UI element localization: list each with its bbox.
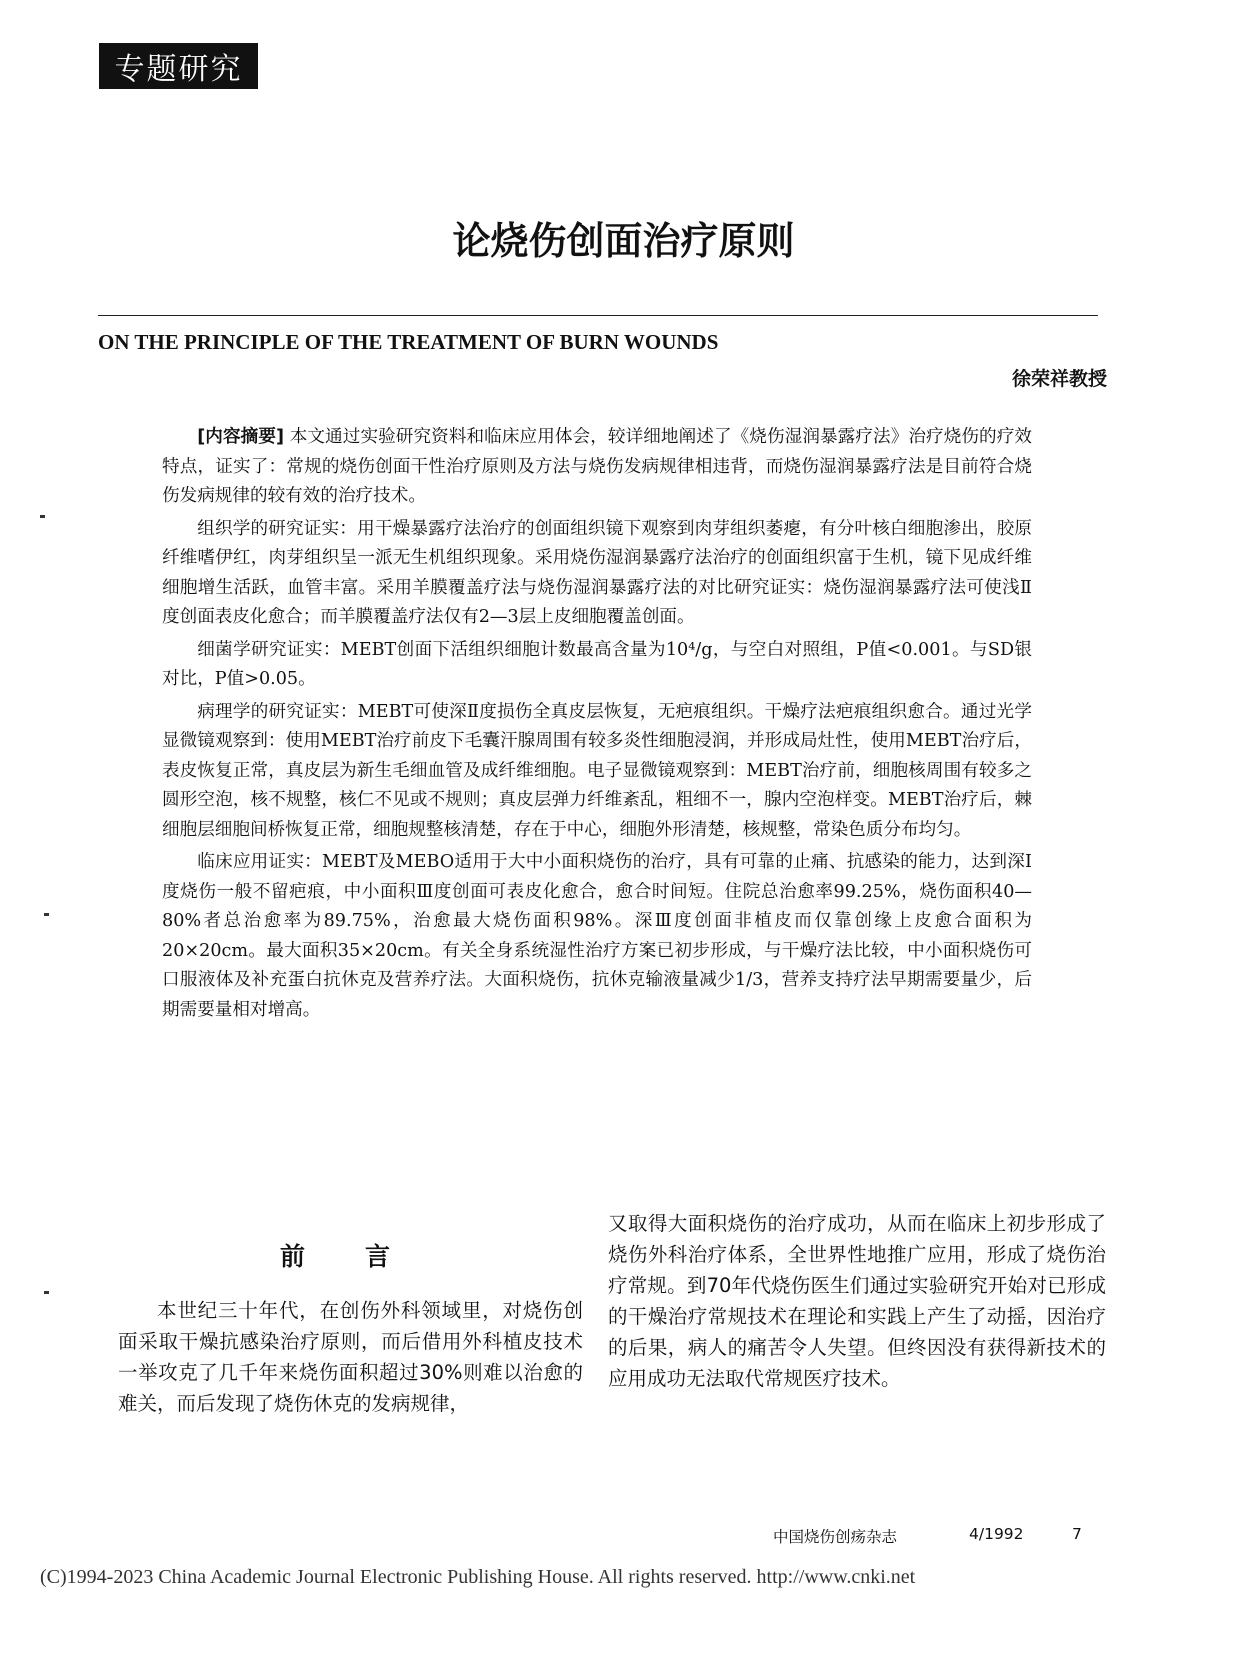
abstract-label: [内容摘要] <box>197 427 285 447</box>
footer-page-number: 7 <box>1072 1525 1082 1543</box>
abstract-intro <box>162 423 1032 512</box>
abstract-paragraph: 组织学的研究证实：用干燥暴露疗法治疗的创面组织镜下观察到肉芽组织萎瘪，有分叶核白细胞渗出，胶原纤维嗜伊红，肉芽组织呈一派无生机组织现象。采用烧伤湿润暴露疗法治疗的创面组织富于生机，镜下见成纤维细胞增生活跃，血管丰富。采用羊膜覆盖疗法与烧伤湿润暴露疗法的对比研究证实：烧伤湿润暴露疗法可使浅Ⅱ度创面表皮化愈合；而羊膜覆盖疗法仅有2—3层上皮细胞覆盖创面。 <box>162 518 1032 627</box>
author: 徐荣祥教授 <box>1011 368 1107 390</box>
scan-mark <box>44 913 49 916</box>
abstract-paragraph: 细菌学研究证实：MEBT创面下活组织细胞计数最高含量为10⁴/g，与空白对照组，P值<0.001。与SD银对比，P值>0.05。 <box>162 639 1032 689</box>
preface-heading: 前言 <box>280 1242 451 1271</box>
abstract-paragraph: 病理学的研究证实：MEBT可使深Ⅱ度损伤全真皮层恢复，无疤痕组织。干燥疗法疤痕组织愈合。通过光学显微镜观察到：使用MEBT治疗前皮下毛囊汗腺周围有较多炎性细胞浸润，并形成局灶性，使用MEBT治疗后，表皮恢复正常，真皮层为新生毛细血管及成纤维细胞。电子显微镜观察到：MEBT治疗前，细胞核周围有较多之圆形空泡，核不规整，核仁不见或不规则；真皮层弹力纤维紊乱，粗细不一，腺内空泡样变。MEBT治疗后，棘细胞层细胞间桥恢复正常，细胞规整核清楚，存在于中心，细胞外形清楚，核规整，常染色质分布均匀。 <box>162 701 1032 840</box>
abstract <box>162 423 1032 1025</box>
scan-mark <box>44 1291 49 1294</box>
english-title: ON THE PRINCIPLE OF THE TREATMENT OF BURN WOUNDS <box>98 330 719 354</box>
article-title: 论烧伤创面治疗原则 <box>452 219 795 263</box>
left-column <box>118 1295 583 1419</box>
footer-issue: 4/1992 <box>969 1525 1024 1543</box>
abstract-paragraph: 临床应用证实：MEBT及MEBO适用于大中小面积烧伤的治疗，具有可靠的止痛、抗感染的能力，达到深Ⅰ度烧伤一般不留疤痕，中小面积Ⅲ度创面可表皮化愈合，愈合时间短。住院总治愈率99.25%，烧伤面积40—80%者总治愈率为89.75%，治愈最大烧伤面积98%。深Ⅲ度创面非植皮而仅靠创缘上皮愈合面积为20×20cm。最大面积35×20cm。有关全身系统湿性治疗方案已初步形成，与干燥疗法比较，中小面积烧伤可口服液体及补充蛋白抗休克及营养疗法。大面积烧伤，抗休克输液量减少1/3，营养支持疗法早期需要量少，后期需要量相对增高。 <box>162 852 1032 1020</box>
copyright-notice: (C)1994-2023 China Academic Journal Electronic Publishing House. All rights reserved. http://www.cnki.net <box>40 1566 916 1588</box>
left-column-text: 本世纪三十年代，在创伤外科领域里，对烧伤创面采取干燥抗感染治疗原则，而后借用外科植皮技术一举攻克了几千年来烧伤面积超过30%则难以治愈的难关，而后发现了烧伤休克的发病规律， <box>118 1299 583 1415</box>
right-column <box>608 1208 1106 1394</box>
right-column-text: 又取得大面积烧伤的治疗成功，从而在临床上初步形成了烧伤外科治疗体系，全世界性地推广应用，形成了烧伤治疗常规。到70年代烧伤医生们通过实验研究开始对已形成的干燥治疗常规技术在理论和实践上产生了动摇，因治疗的后果，病人的痛苦令人失望。但终因没有获得新技术的应用成功无法取代常规医疗技术。 <box>608 1212 1106 1390</box>
abstract-intro-text: 本文通过实验研究资料和临床应用体会，较详细地阐述了《烧伤湿润暴露疗法》治疗烧伤的疗效特点，证实了：常规的烧伤创面干性治疗原则及方法与烧伤发病规律相违背，而烧伤湿润暴露疗法是目前符合烧伤发病规律的较有效的治疗技术。 <box>162 427 1033 506</box>
title-divider <box>98 315 1098 316</box>
footer-journal: 中国烧伤创疡杂志 <box>773 1528 898 1546</box>
scan-mark <box>40 515 45 518</box>
section-tag: 专题研究 <box>99 43 258 89</box>
